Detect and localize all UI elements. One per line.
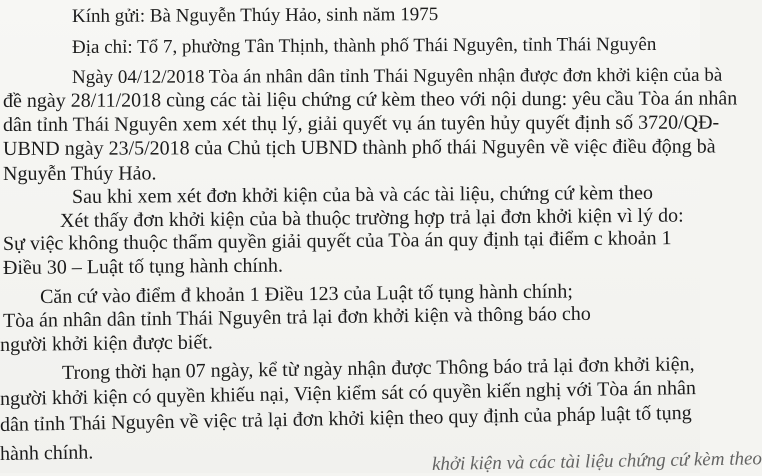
body-paragraph-6-line-4: hành chính. xyxy=(0,441,94,465)
body-paragraph-1-line-3: dân tỉnh Thái Nguyên xem xét thụ lý, giải quyết vụ án tuyên hủy quyết định số 3720/QĐ- xyxy=(2,111,720,136)
body-paragraph-2: Sau khi xem xét đơn khởi kiện của bà và các tài liệu, chứng cứ kèm theo xyxy=(71,181,654,208)
body-paragraph-6-line-2: người khởi kiện có quyền khiếu nại, Viện kiểm sát có quyền kiến nghị với Tòa án nhân xyxy=(0,377,697,410)
body-paragraph-6-line-1: Trong thời hạn 07 ngày, kể từ ngày nhận được Thông báo trả lại đơn khởi kiện, xyxy=(61,353,695,384)
bleed-through-text: khởi kiện và các tài liệu chứng cứ kèm theo xyxy=(431,448,762,475)
body-paragraph-3-line-2: Sự việc không thuộc thẩm quyền giải quyết của Tòa án quy định tại điểm c khoản 1 xyxy=(2,227,672,255)
body-paragraph-1-line-4: UBND ngày 23/5/2018 của Chủ tịch UBND thành phố thái Nguyên về việc điều động bà xyxy=(2,135,716,160)
recipient-line: Kính gửi: Bà Nguyễn Thúy Hảo, sinh năm 1975 xyxy=(71,4,439,27)
body-paragraph-4: Căn cứ vào điểm đ khoản 1 Điều 123 của Luật tố tụng hành chính; xyxy=(39,280,574,308)
body-paragraph-1-line-5: Nguyễn Thúy Hảo. xyxy=(2,162,157,185)
body-paragraph-5-line-2: người khởi kiện được biết. xyxy=(0,331,213,356)
body-paragraph-6-line-3: dân tỉnh Thái Nguyên về việc trả lại đơn khởi kiện theo quy định của pháp luật tố tụng xyxy=(0,401,692,436)
body-paragraph-3-line-1: Xét thấy đơn khởi kiện của bà thuộc trường hợp trả lại đơn khởi kiện vì lý do: xyxy=(59,204,684,232)
body-paragraph-1-line-1: Ngày 04/12/2018 Tòa án nhân dân tỉnh Thái Nguyên nhận được đơn khởi kiện của bà xyxy=(71,64,723,88)
body-paragraph-3-line-3: Điều 30 – Luật tố tụng hành chính. xyxy=(2,254,284,279)
body-paragraph-1-line-2: đề ngày 28/11/2018 cùng các tài liệu chứng cứ kèm theo với nội dung: yêu cầu Tòa án nhân xyxy=(2,87,738,112)
body-paragraph-5-line-1: Tòa án nhân dân tỉnh Thái Nguyên trả lại đơn khởi kiện và thông báo cho xyxy=(2,302,591,332)
address-line: Địa chỉ: Tổ 7, phường Tân Thịnh, thành phố Thái Nguyên, tỉnh Thái Nguyên xyxy=(71,33,657,58)
